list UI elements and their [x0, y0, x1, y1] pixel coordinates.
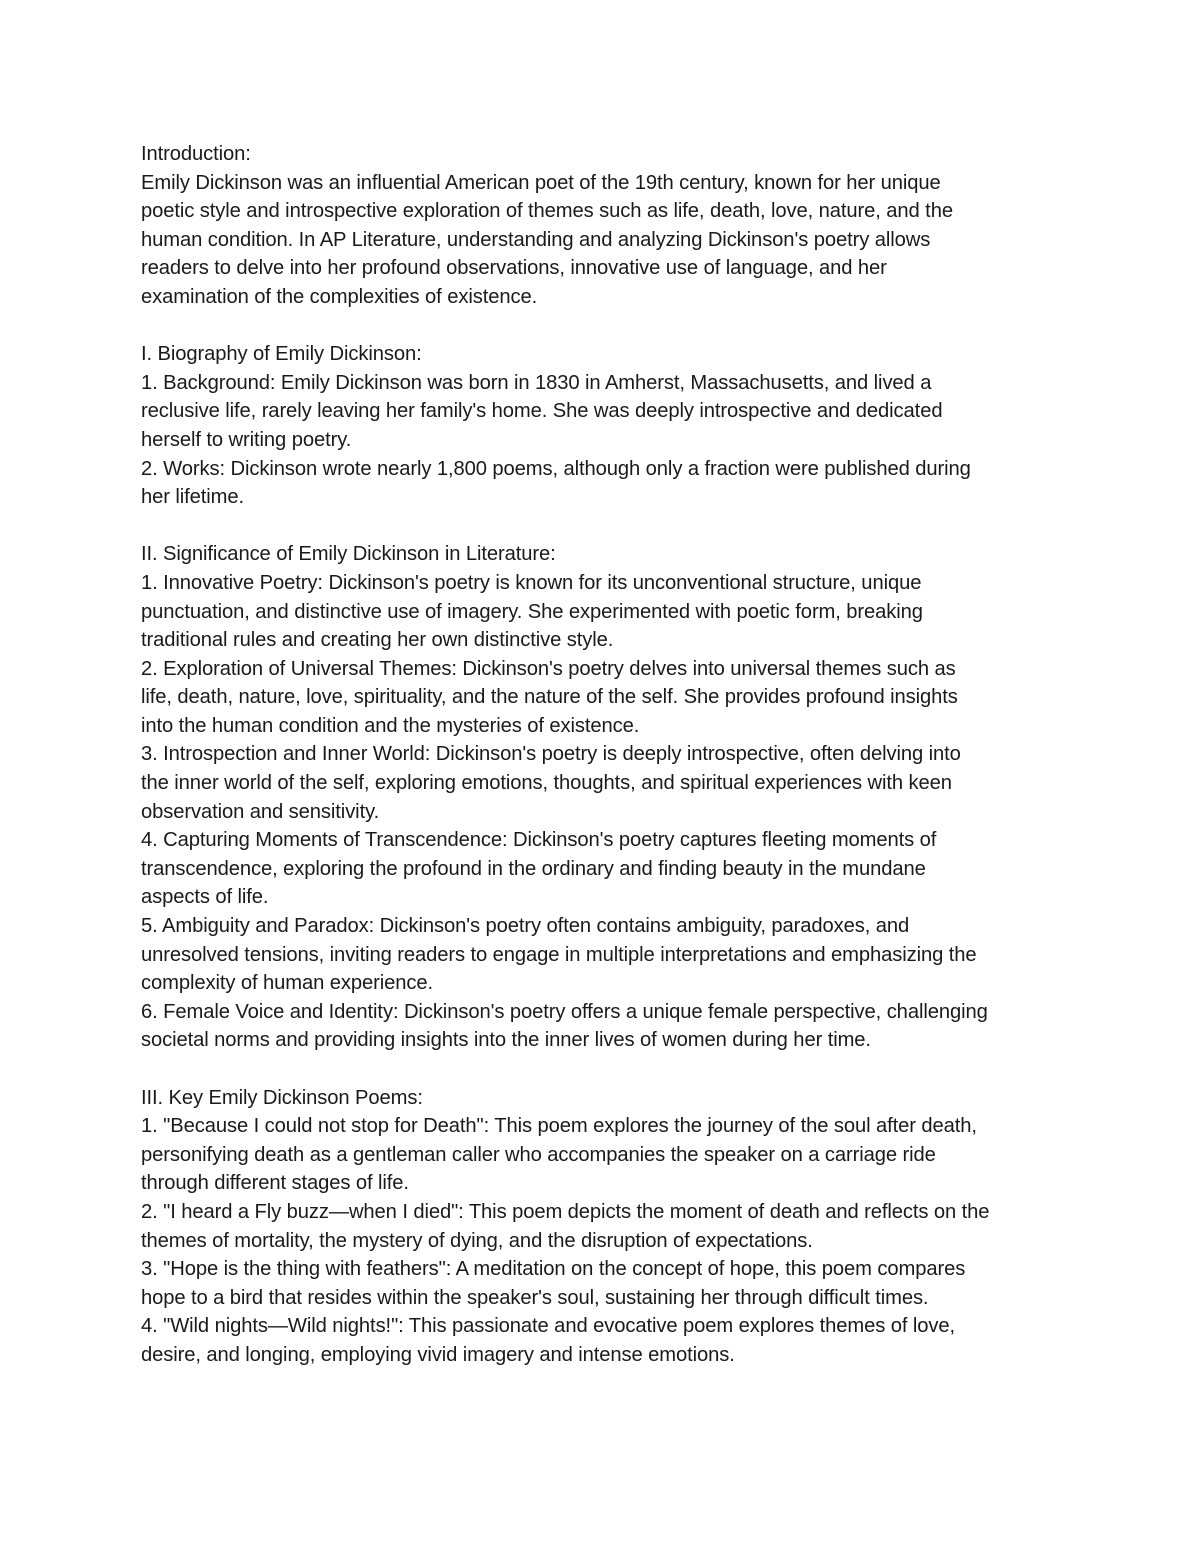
biography-section — [141, 340, 1071, 512]
significance-line: life, death, nature, love, spirituality, and the nature of the self. She provides profound insights — [141, 686, 958, 709]
key-poems-heading: III. Key Emily Dickinson Poems: — [141, 1086, 423, 1109]
biography-line: 2. Works: Dickinson wrote nearly 1,800 poems, although only a fraction were published during — [141, 457, 971, 480]
key-poems-line: hope to a bird that resides within the speaker's soul, sustaining her through difficult times. — [141, 1286, 929, 1309]
paragraph-spacer — [141, 1055, 1071, 1084]
significance-line: 2. Exploration of Universal Themes: Dickinson's poetry delves into universal themes such as — [141, 657, 956, 680]
key-poems-line: themes of mortality, the mystery of dying, and the disruption of expectations. — [141, 1229, 813, 1252]
significance-line: into the human condition and the mysteries of existence. — [141, 714, 640, 737]
significance-line: 3. Introspection and Inner World: Dickinson's poetry is deeply introspective, often delving into — [141, 743, 961, 766]
document-page — [141, 140, 1071, 1370]
key-poems-line: 4. "Wild nights—Wild nights!": This passionate and evocative poem explores themes of love, — [141, 1315, 955, 1338]
key-poems-line: 1. "Because I could not stop for Death": This poem explores the journey of the soul after death, — [141, 1115, 977, 1138]
key-poems-line: 3. "Hope is the thing with feathers": A meditation on the concept of hope, this poem compares — [141, 1258, 966, 1281]
biography-line: reclusive life, rarely leaving her family's home. She was deeply introspective and dedicated — [141, 400, 943, 423]
significance-line: transcendence, exploring the profound in the ordinary and finding beauty in the mundane — [141, 857, 926, 880]
key-poems-line: desire, and longing, employing vivid imagery and intense emotions. — [141, 1343, 735, 1366]
significance-line: unresolved tensions, inviting readers to engage in multiple interpretations and emphasizing the — [141, 943, 977, 966]
significance-heading: II. Significance of Emily Dickinson in Literature: — [141, 543, 556, 566]
key-poems-line: personifying death as a gentleman caller who accompanies the speaker on a carriage ride — [141, 1143, 936, 1166]
intro-line: poetic style and introspective exploration of themes such as life, death, love, nature, and the — [141, 200, 953, 223]
key-poems-line: through different stages of life. — [141, 1172, 409, 1195]
intro-heading: Introduction: — [141, 143, 251, 165]
significance-line: 6. Female Voice and Identity: Dickinson's poetry offers a unique female perspective, challenging — [141, 1000, 988, 1023]
significance-line: punctuation, and distinctive use of imagery. She experimented with poetic form, breaking — [141, 600, 923, 623]
paragraph-spacer — [141, 512, 1071, 541]
significance-line: 1. Innovative Poetry: Dickinson's poetry is known for its unconventional structure, unique — [141, 571, 922, 594]
significance-line: aspects of life. — [141, 886, 269, 909]
intro-section — [141, 140, 1071, 312]
biography-line: herself to writing poetry. — [141, 428, 352, 451]
biography-heading: I. Biography of Emily Dickinson: — [141, 343, 422, 366]
intro-line: examination of the complexities of existence. — [141, 285, 538, 308]
significance-line: 4. Capturing Moments of Transcendence: Dickinson's poetry captures fleeting moments of — [141, 829, 937, 852]
biography-line: her lifetime. — [141, 486, 245, 509]
significance-line: the inner world of the self, exploring emotions, thoughts, and spiritual experiences with keen — [141, 772, 952, 795]
paragraph-spacer — [141, 312, 1071, 341]
intro-line: readers to delve into her profound observations, innovative use of language, and her — [141, 257, 887, 280]
key-poems-section — [141, 1084, 1071, 1370]
intro-line: Emily Dickinson was an influential American poet of the 19th century, known for her unique — [141, 171, 941, 194]
significance-section — [141, 540, 1071, 1055]
significance-line: traditional rules and creating her own distinctive style. — [141, 629, 614, 652]
intro-line: human condition. In AP Literature, understanding and analyzing Dickinson's poetry allows — [141, 228, 931, 251]
significance-line: societal norms and providing insights into the inner lives of women during her time. — [141, 1029, 871, 1052]
significance-line: observation and sensitivity. — [141, 800, 380, 823]
biography-line: 1. Background: Emily Dickinson was born in 1830 in Amherst, Massachusetts, and lived a — [141, 371, 932, 394]
significance-line: 5. Ambiguity and Paradox: Dickinson's poetry often contains ambiguity, paradoxes, and — [141, 915, 910, 938]
significance-line: complexity of human experience. — [141, 972, 434, 995]
key-poems-line: 2. "I heard a Fly buzz—when I died": This poem depicts the moment of death and reflects on the — [141, 1200, 990, 1223]
